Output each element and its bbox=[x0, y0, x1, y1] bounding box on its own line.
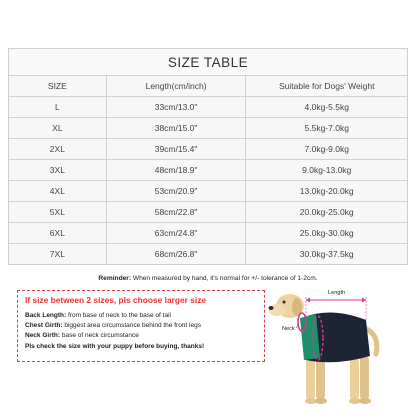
cell-size: 2XL bbox=[9, 139, 107, 160]
cell-weight: 30.0kg-37.5kg bbox=[246, 244, 408, 265]
dog-nose bbox=[269, 306, 274, 310]
table-row bbox=[9, 97, 408, 118]
note-neck-girth bbox=[25, 331, 257, 341]
dog-paw bbox=[359, 398, 371, 404]
cell-size: XL bbox=[9, 118, 107, 139]
cell-size: 5XL bbox=[9, 202, 107, 223]
cell-weight: 7.0kg-9.0kg bbox=[246, 139, 408, 160]
cell-weight: 5.5kg-7.0kg bbox=[246, 118, 408, 139]
cell-size: 6XL bbox=[9, 223, 107, 244]
table-row bbox=[9, 244, 408, 265]
table-title: SIZE TABLE bbox=[9, 49, 408, 76]
note-back-length bbox=[25, 311, 257, 321]
table-row bbox=[9, 202, 408, 223]
cell-length: 39cm/15.4" bbox=[106, 139, 246, 160]
dog-snout bbox=[269, 304, 285, 316]
cell-weight: 20.0kg-25.0kg bbox=[246, 202, 408, 223]
table-row bbox=[9, 223, 408, 244]
table-row bbox=[9, 118, 408, 139]
header-length: Length(cm/inch) bbox=[106, 76, 246, 97]
cell-length: 48cm/18.9" bbox=[106, 160, 246, 181]
cell-length: 53cm/20.9" bbox=[106, 181, 246, 202]
note-term: Chest Girth: bbox=[25, 322, 63, 330]
reminder-text: When measured by hand, it's normal for +/- tolerance of 1-2cm. bbox=[132, 275, 318, 282]
header-weight: Suitable for Dogs' Weight bbox=[246, 76, 408, 97]
cell-size: 7XL bbox=[9, 244, 107, 265]
note-term: Back Length: bbox=[25, 312, 67, 319]
note-term: Neck Girth: bbox=[25, 332, 61, 340]
table-row bbox=[9, 181, 408, 202]
dog-back-leg bbox=[360, 356, 369, 400]
dog-front-leg bbox=[316, 358, 325, 400]
cell-size: 4XL bbox=[9, 181, 107, 202]
note-chest-girth bbox=[25, 321, 257, 331]
dog-eye bbox=[283, 301, 286, 304]
cell-length: 68cm/26.8" bbox=[106, 244, 246, 265]
dog-paw bbox=[315, 398, 327, 404]
cell-weight: 25.0kg-30.0kg bbox=[246, 223, 408, 244]
reminder-note bbox=[0, 275, 416, 282]
dog-front-leg bbox=[306, 356, 315, 400]
size-table bbox=[8, 48, 408, 265]
cell-length: 58cm/22.8" bbox=[106, 202, 246, 223]
header-size: SIZE bbox=[9, 76, 107, 97]
cell-size: L bbox=[9, 97, 107, 118]
cell-length: 38cm/15.0" bbox=[106, 118, 246, 139]
cell-weight: 13.0kg-20.0kg bbox=[246, 181, 408, 202]
dog-measurement-diagram bbox=[266, 284, 396, 414]
note-desc: from base of neck to the base of tail bbox=[67, 312, 171, 319]
note-desc: base of neck circumstance bbox=[61, 332, 139, 340]
notes-footer: Pls check the size with your puppy before buying, thanks! bbox=[25, 342, 205, 350]
dog-back-leg bbox=[350, 358, 359, 400]
measurement-notes bbox=[17, 290, 265, 362]
cell-length: 63cm/24.8" bbox=[106, 223, 246, 244]
length-label: Length bbox=[328, 290, 346, 296]
cell-length: 33cm/13.0" bbox=[106, 97, 246, 118]
table-row bbox=[9, 160, 408, 181]
table-row bbox=[9, 139, 408, 160]
cell-weight: 9.0kg-13.0kg bbox=[246, 160, 408, 181]
neck-label: Neck bbox=[282, 326, 295, 332]
notes-heading: If size between 2 sizes, pls choose larger size bbox=[25, 295, 207, 305]
cell-size: 3XL bbox=[9, 160, 107, 181]
length-arrow-head-right bbox=[362, 298, 366, 303]
chest-label: Chest bbox=[326, 346, 341, 352]
table-header-row bbox=[9, 76, 408, 97]
cell-weight: 4.0kg-5.5kg bbox=[246, 97, 408, 118]
note-desc: biggest area circumstance behind the front legs bbox=[64, 322, 201, 330]
reminder-label: Reminder: bbox=[98, 275, 132, 282]
length-arrow-head-left bbox=[306, 298, 310, 303]
